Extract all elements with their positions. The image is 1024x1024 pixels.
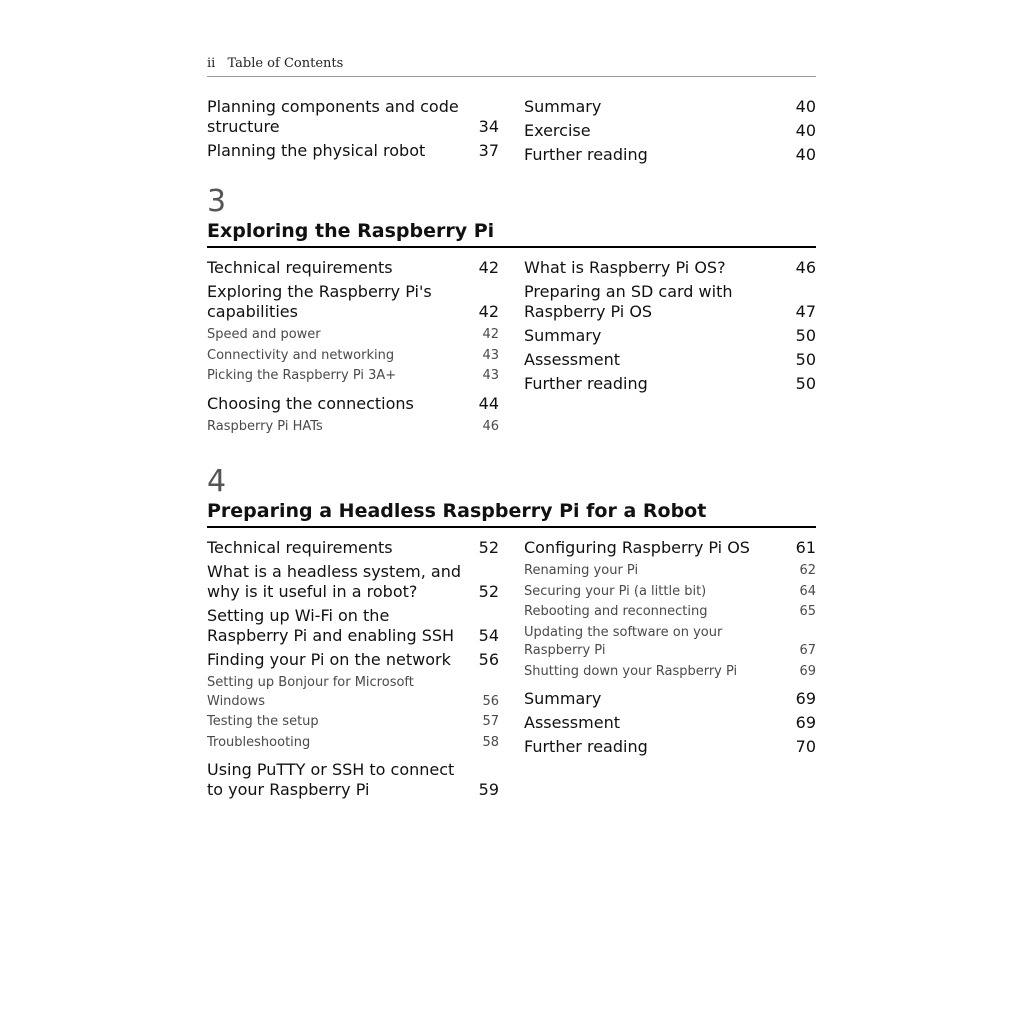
toc-entry[interactable]: Summary 69 xyxy=(524,689,816,708)
toc-entry[interactable]: Finding your Pi on the network 56 xyxy=(207,650,499,669)
toc-entry[interactable]: Planning components and code structure 34 xyxy=(207,97,499,136)
running-header xyxy=(207,56,816,77)
chapter-title[interactable]: Exploring the Raspberry Pi xyxy=(207,218,816,248)
toc-subentry[interactable]: Updating the software on your Raspberry Pi 67 xyxy=(524,624,816,658)
toc-entry[interactable]: Summary 50 xyxy=(524,326,816,345)
toc-entry[interactable]: Further reading 40 xyxy=(524,145,816,164)
toc-column-left xyxy=(207,258,499,438)
toc-entry[interactable]: Assessment 50 xyxy=(524,350,816,369)
toc-entry[interactable]: Choosing the connections 44 xyxy=(207,393,499,413)
toc-entry[interactable]: Further reading 50 xyxy=(524,374,816,393)
toc-subentry[interactable]: Securing your Pi (a little bit) 64 xyxy=(524,583,816,599)
toc-column-right xyxy=(524,258,816,438)
toc-column-right xyxy=(524,538,816,804)
toc-subentry[interactable]: Connectivity and networking 43 xyxy=(207,347,499,363)
page-number: ii xyxy=(207,56,216,71)
toc-entry[interactable]: Technical requirements 52 xyxy=(207,538,499,557)
running-title: Table of Contents xyxy=(227,56,344,71)
toc-entry[interactable]: What is Raspberry Pi OS? 46 xyxy=(524,258,816,277)
toc-subentry[interactable]: Troubleshooting 58 xyxy=(207,734,499,750)
toc-entry[interactable]: Further reading 70 xyxy=(524,737,816,756)
toc-subentry[interactable]: Raspberry Pi HATs 46 xyxy=(207,418,499,434)
chapter-number: 3 xyxy=(207,184,227,219)
chapter-title[interactable]: Preparing a Headless Raspberry Pi for a Robot xyxy=(207,498,816,528)
toc-entry[interactable]: Using PuTTY or SSH to connect to your Raspberry Pi 59 xyxy=(207,760,499,799)
toc-entry[interactable]: Setting up Wi-Fi on the Raspberry Pi and enabling SSH 54 xyxy=(207,606,499,645)
toc-column-left xyxy=(207,538,499,804)
toc-subentry[interactable]: Shutting down your Raspberry Pi 69 xyxy=(524,663,816,679)
toc-column-right xyxy=(524,97,816,169)
toc-continued-section xyxy=(207,97,816,169)
toc-subentry[interactable]: Rebooting and reconnecting 65 xyxy=(524,604,816,619)
toc-subentry[interactable]: Testing the setup 57 xyxy=(207,714,499,729)
toc-entry[interactable]: Exercise 40 xyxy=(524,121,816,140)
toc-entry[interactable]: Assessment 69 xyxy=(524,713,816,732)
toc-entry[interactable]: Preparing an SD card with Raspberry Pi OS 47 xyxy=(524,282,816,321)
toc-column-left xyxy=(207,97,499,169)
toc-subentry[interactable]: Setting up Bonjour for Microsoft Windows 56 xyxy=(207,675,499,709)
toc-entry[interactable]: Summary 40 xyxy=(524,97,816,116)
toc-subentry[interactable]: Renaming your Pi 62 xyxy=(524,563,816,578)
chapter-4 xyxy=(207,466,816,804)
toc-entry[interactable]: Technical requirements 42 xyxy=(207,258,499,277)
toc-entry[interactable]: Planning the physical robot 37 xyxy=(207,141,499,160)
toc-entry[interactable]: Configuring Raspberry Pi OS 61 xyxy=(524,538,816,557)
toc-subentry[interactable]: Picking the Raspberry Pi 3A+ 43 xyxy=(207,368,499,383)
toc-subentry[interactable]: Speed and power 42 xyxy=(207,327,499,342)
chapter-number: 4 xyxy=(207,464,227,499)
chapter-3 xyxy=(207,186,816,438)
toc-entry[interactable]: What is a headless system, and why is it useful in a robot? 52 xyxy=(207,562,499,601)
toc-entry[interactable]: Exploring the Raspberry Pi's capabilities 42 xyxy=(207,282,499,321)
